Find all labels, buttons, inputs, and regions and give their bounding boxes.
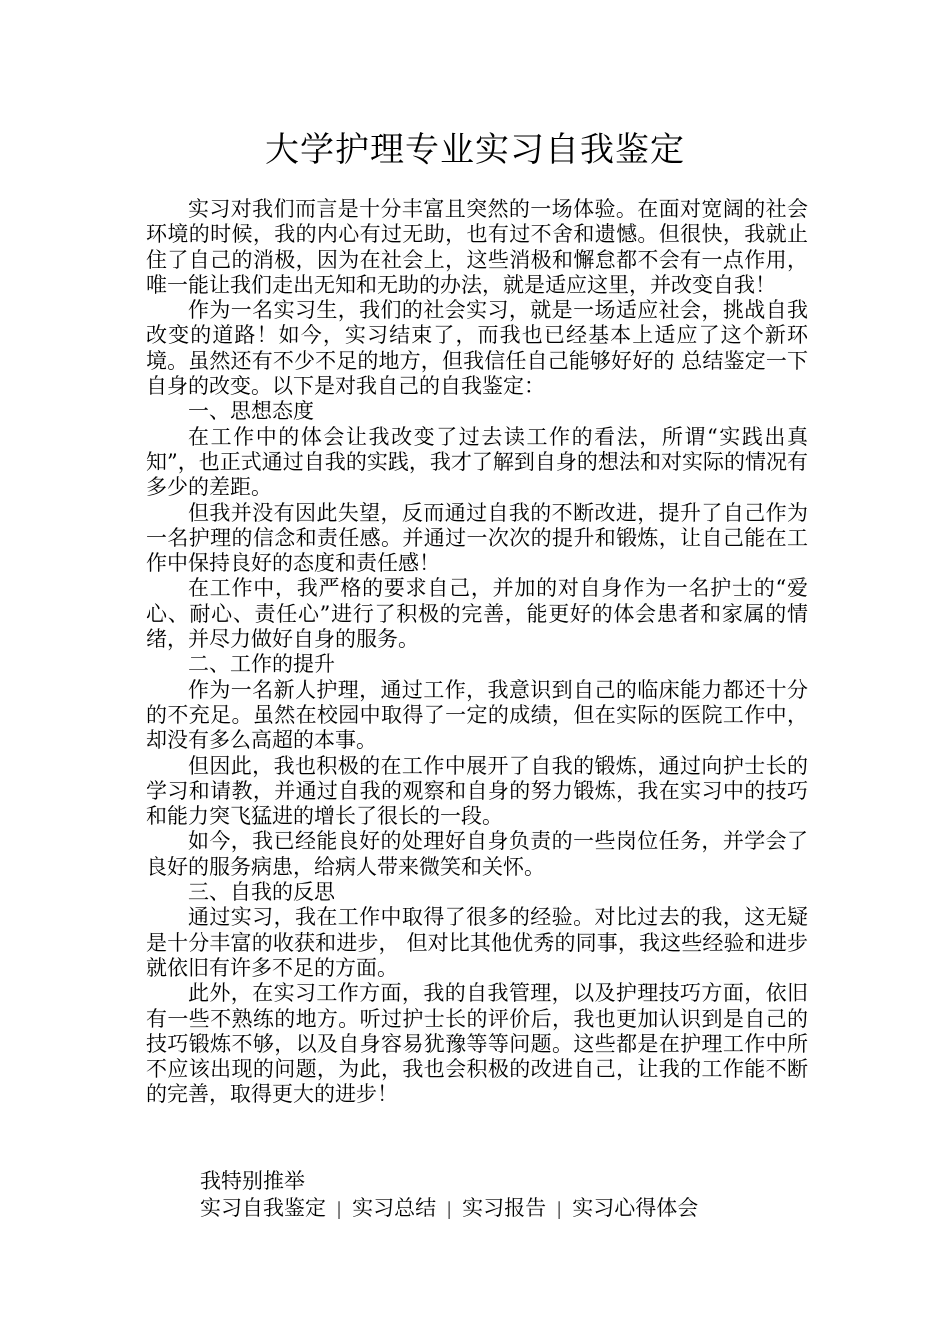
- section-heading: 一、思想态度: [188, 399, 314, 424]
- link-separator: |: [336, 1199, 343, 1220]
- link-internship-report[interactable]: 实习报告: [462, 1196, 547, 1220]
- recommend-links: [200, 1195, 800, 1223]
- link-internship-reflections[interactable]: 实习心得体会: [572, 1196, 699, 1220]
- link-separator: |: [556, 1199, 563, 1220]
- paragraph: 但因此，我也积极的在工作中展开了自我的锻炼，通过向护士长的学习和请教，并通过自我的观察和自身的努力锻炼，我在实习中的技巧和能力突飞猛进的增长了很长的一段。: [146, 753, 808, 829]
- paragraph: 在工作中的体会让我改变了过去读工作的看法，所谓“实践出真知”，也正式通过自我的实践，我才了解到自身的想法和对实际的情况有多少的差距。: [146, 424, 808, 500]
- link-separator: |: [446, 1199, 453, 1220]
- paragraph: 如今，我已经能良好的处理好自身负责的一些岗位任务，并学会了良好的服务病患，给病人带来微笑和关怀。: [146, 829, 808, 879]
- link-internship-summary[interactable]: 实习总结: [352, 1196, 437, 1220]
- paragraph: 作为一名实习生，我们的社会实习，就是一场适应社会，挑战自我改变的道路！如今，实习结束了，而我也已经基本上适应了这个新环境。虽然还有不少不足的地方，但我信任自己能够好好的 总结鉴定一下自身的改变。以下是对我自己的自我鉴定：: [146, 298, 808, 399]
- recommend-section: [200, 1168, 800, 1223]
- link-internship-self-appraisal[interactable]: 实习自我鉴定: [200, 1196, 326, 1220]
- recommend-label: 我特别推举: [200, 1169, 305, 1193]
- paragraph: 作为一名新人护理，通过工作，我意识到自己的临床能力都还十分的不充足。虽然在校园中取得了一定的成绩，但在实际的医院工作中，却没有多么高超的本事。: [146, 677, 808, 753]
- document-body: [146, 197, 808, 1108]
- paragraph: 在工作中，我严格的要求自己，并加的对自身作为一名护士的“爱心、耐心、责任心”进行了积极的完善，能更好的体会患者和家属的情绪，并尽力做好自身的服务。: [146, 576, 808, 652]
- document-title: 大学护理专业实习自我鉴定: [265, 130, 685, 170]
- section-heading: 二、工作的提升: [188, 652, 335, 677]
- paragraph: 此外，在实习工作方面，我的自我管理，以及护理技巧方面，依旧有一些不熟练的地方。听过护士长的评价后，我也更加认识到是自己的技巧锻炼不够，以及自身容易犹豫等等问题。这些都是在护理工作中所不应该出现的问题，为此，我也会积极的改进自己，让我的工作能不断的完善，取得更大的进步！: [146, 981, 808, 1107]
- paragraph: 但我并没有因此失望，反而通过自我的不断改进，提升了自己作为一名护理的信念和责任感。并通过一次次的提升和锻炼，让自己能在工作中保持良好的态度和责任感！: [146, 500, 808, 576]
- paragraph: 通过实习，我在工作中取得了很多的经验。对比过去的我，这无疑是十分丰富的收获和进步， 但对比其他优秀的同事，我这些经验和进步就依旧有许多不足的方面。: [146, 905, 808, 980]
- section-heading: 三、自我的反思: [188, 880, 335, 905]
- paragraph: 实习对我们而言是十分丰富且突然的一场体验。在面对宽阔的社会环境的时候，我的内心有过无助，也有过不舍和遗憾。但很快，我就止住了自己的消极，因为在社会上，这些消极和懈怠都不会有一点作用，唯一能让我们走出无知和无助的办法，就是适应这里，并改变自我！: [146, 197, 808, 297]
